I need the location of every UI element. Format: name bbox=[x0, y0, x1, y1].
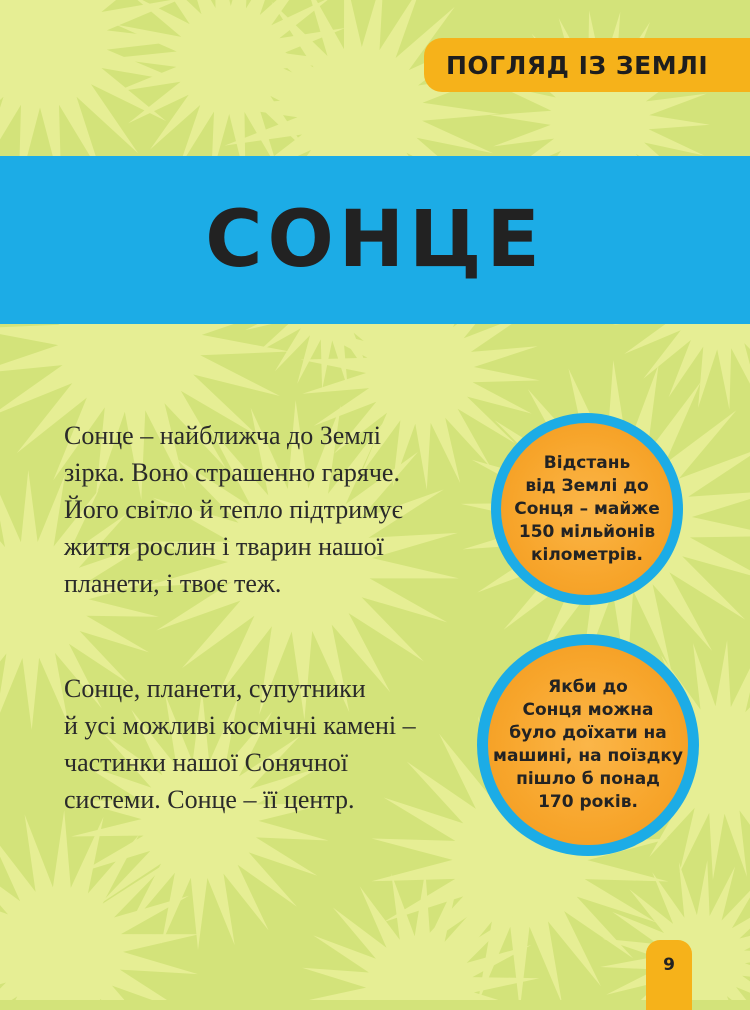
body-paragraph-1: Сонце – найближча до Землі зірка. Воно страшенно гаряче. Його світло й тепло підтримує життя рослин і тварин нашої планети, і твоє теж. bbox=[64, 421, 403, 598]
fact-text-travel: Якби до Сонця можна було доїхати на машині, на поїздку пішло б понад 170 років. bbox=[493, 677, 683, 812]
fact-text-distance: Відстань від Землі до Сонця – майже 150 мільйонів кілометрів. bbox=[514, 452, 660, 565]
title-band bbox=[0, 156, 750, 324]
section-tag bbox=[424, 38, 750, 92]
page-title: СОНЦЕ bbox=[205, 195, 545, 285]
page-number: 9 bbox=[663, 955, 675, 975]
body-paragraph-2: Сонце, планети, супутники й усі можливі космічні камені – частинки нашої Сонячної системи. Сонце – її центр. bbox=[64, 674, 416, 814]
fact-circle-travel bbox=[477, 634, 699, 856]
fact-circle-inner bbox=[501, 423, 673, 595]
fact-circle-inner bbox=[488, 645, 688, 845]
section-tag-label: ПОГЛЯД ІЗ ЗЕМЛІ bbox=[446, 50, 709, 80]
fact-circle-distance bbox=[491, 413, 683, 605]
